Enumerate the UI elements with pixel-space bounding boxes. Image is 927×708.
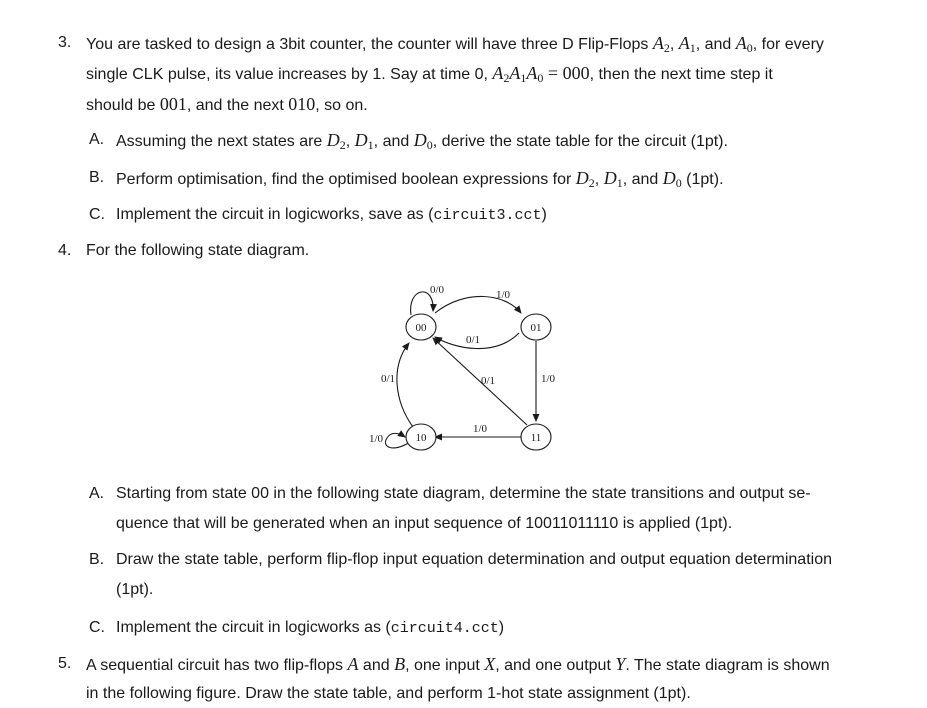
q3-part-b: Perform optimisation, find the optimised boolean expressions for $D_2$, $D_1$, and $D_0$ (1pt). (116, 168, 724, 190)
label-01-to-11: 1/0 (541, 373, 556, 385)
initial-state-value: = 000 (543, 63, 590, 83)
q5-line-1-text-a: A sequential circuit has two flip-flops (86, 657, 348, 674)
label-self-00: 0/0 (430, 284, 445, 296)
q3-b-letter: B. (89, 169, 105, 186)
state-diagram (355, 277, 615, 477)
q3-line-1-text-c: , for every (752, 36, 824, 53)
q5-number: 5. (58, 655, 72, 672)
q3-part-b-text-a: Perform optimisation, find the optimised boolean expressions for (116, 171, 576, 188)
q5-line-1-text-d: , and one output (495, 657, 616, 674)
state-11-label: 11 (530, 432, 542, 444)
var-X: X (484, 654, 496, 674)
q3-a-letter: A. (89, 131, 105, 148)
q3-line-1-text-b: , and (695, 36, 736, 53)
var-B: B (394, 654, 406, 674)
q4-number: 4. (58, 242, 72, 259)
label-01-to-00: 0/1 (466, 334, 481, 346)
q3-number: 3. (58, 34, 72, 51)
var-A: A (347, 654, 359, 674)
q5-line-2: in the following figure. Draw the state table, and perform 1-hot state assignment (1pt). (86, 685, 691, 702)
q3-part-a-text-b: , and (373, 133, 414, 150)
var-A2A1A0: $A_2A_1A_0$ (492, 63, 544, 85)
label-00-to-01: 1/0 (496, 289, 511, 301)
q4-a-letter: A. (89, 485, 105, 502)
state-00-label: 00 (415, 322, 427, 334)
q3-part-b-text-c: (1pt). (681, 171, 724, 188)
q4-part-a-line-1: Starting from state 00 in the following state diagram, determine the state transitions and output se- (116, 485, 811, 502)
q4-part-b-line-1: Draw the state table, perform flip-flop input equation determination and output equation determination (116, 551, 832, 568)
q5-line-1-text-b: and (358, 657, 395, 674)
label-self-10: 1/0 (369, 433, 384, 445)
q3-part-a: Assuming the next states are $D_2$, $D_1$, and $D_0$, derive the state table for the circuit (1pt). (116, 130, 728, 152)
q3-part-c (116, 205, 547, 226)
var-D1: $D_1$ (603, 168, 623, 190)
q3-line-3-text-a: should be (86, 97, 160, 114)
q4-b-letter: B. (89, 551, 105, 568)
q3-line-2 (86, 63, 773, 85)
q3-line-3-text-c: , so on. (315, 97, 368, 114)
circuit3-filename: circuit3.cct (433, 207, 542, 224)
label-10-to-00: 0/1 (381, 373, 396, 385)
q3-c-letter: C. (89, 206, 105, 223)
var-D0: $D_0$ (662, 168, 682, 190)
q4-part-c (116, 618, 504, 639)
q3-line-3 (86, 94, 368, 116)
q4-part-b-line-2: (1pt). (116, 581, 154, 598)
var-D1: $D_1$ (354, 130, 374, 152)
transition-10-to-00 (397, 343, 413, 427)
next-value-1: 001 (159, 94, 187, 114)
var-Y: Y (615, 654, 626, 674)
q3-line-2-text-b: , then the next time step it (589, 66, 773, 83)
q3-line-2-text-a: single CLK pulse, its value increases by 1. Say at time 0, (86, 66, 493, 83)
state-01-label: 01 (530, 322, 542, 334)
q3-line-3-text-b: , and the next (186, 97, 289, 114)
var-A0: $A_0$ (735, 33, 753, 55)
q5-line-1 (86, 654, 830, 676)
var-D2: $D_2$ (575, 168, 595, 190)
q3-line-1-text-a: You are tasked to design a 3bit counter, the counter will have three D Flip-Flops (86, 36, 653, 53)
q4-part-c-text-a: Implement the circuit in logicworks as ( (116, 619, 391, 636)
var-A1: $A_1$ (678, 33, 696, 55)
circuit4-filename: circuit4.cct (390, 620, 499, 637)
q3-part-a-text-c: , derive the state table for the circuit (1pt). (432, 133, 728, 150)
q4-part-a-line-2: quence that will be generated when an input sequence of 10011011110 is applied (1pt). (116, 515, 733, 532)
next-value-2: 010 (288, 94, 316, 114)
q4-c-letter: C. (89, 619, 105, 636)
q4-intro: For the following state diagram. (86, 242, 310, 259)
q3-part-c-text-b: ) (541, 206, 547, 223)
q3-line-1: You are tasked to design a 3bit counter, the counter will have three D Flip-Flops $A_2$, $A_1$, and $A_0$, for every (86, 33, 824, 55)
var-A2: $A_2$ (652, 33, 670, 55)
var-D0: $D_0$ (413, 130, 433, 152)
var-D2: $D_2$ (326, 130, 346, 152)
q3-part-b-text-b: , and (622, 171, 663, 188)
label-11-to-10: 1/0 (473, 423, 488, 435)
q3-part-c-text-a: Implement the circuit in logicworks, save as ( (116, 206, 434, 223)
state-10-label: 10 (415, 432, 427, 444)
label-11-to-00: 0/1 (481, 375, 496, 387)
q5-line-1-text-c: , one input (405, 657, 485, 674)
q3-part-a-text-a: Assuming the next states are (116, 133, 327, 150)
transition-11-to-00 (433, 338, 527, 425)
q5-line-1-text-e: . The state diagram is shown (625, 657, 830, 674)
q4-part-c-text-b: ) (498, 619, 505, 636)
